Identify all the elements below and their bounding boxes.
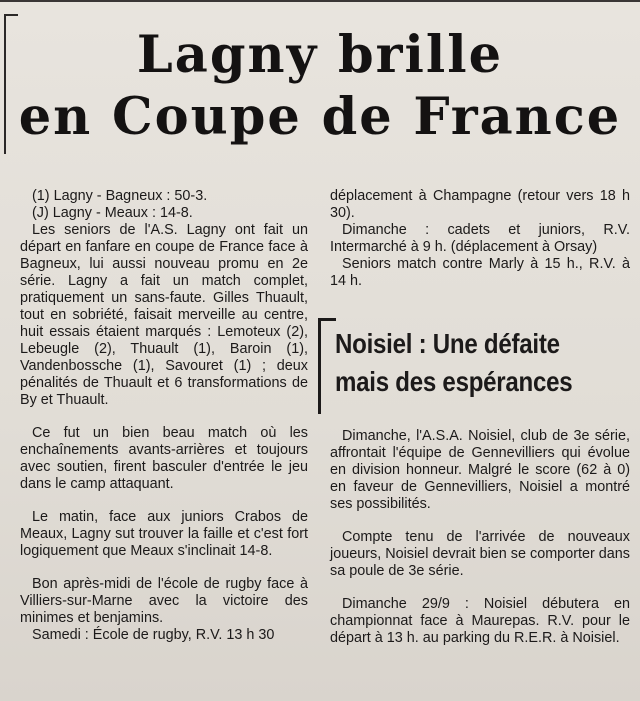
top-rule: [0, 0, 640, 2]
paragraph: Le matin, face aux juniors Crabos de Meaux, Lagny sut trouver la faille et c'est fort logiquement que Meaux s'inclinait 14-8.: [20, 509, 308, 559]
paragraph: Dimanche, l'A.S.A. Noisiel, club de 3e série, affrontait l'équipe de Gennevilliers qui évolue en division honneur. Malgré le score (62 à 0) en faveur de Gennevilliers, Noisiel a montré ses possibilités.: [330, 428, 630, 512]
paragraph: Dimanche : cadets et juniors, R.V. Intermarché à 9 h. (déplacement à Orsay): [330, 222, 630, 255]
noisiel-article: [330, 428, 630, 647]
frame-corner: [4, 14, 18, 16]
paragraph: Bon après-midi de l'école de rugby face à Villiers-sur-Marne avec la victoire des minimes et benjamins.: [20, 576, 308, 626]
paragraph: Samedi : École de rugby, R.V. 13 h 30: [32, 627, 275, 643]
box-rule: [318, 318, 336, 321]
result-line: (1) Lagny - Bagneux : 50-3.: [32, 188, 208, 204]
noisiel-headline-box: [318, 318, 638, 418]
paragraph: Ce fut un bien beau match où les enchaînements avants-arrières et toujours avec soutien, firent basculer d'entrée le jeu dans le camp attaquant.: [20, 425, 308, 492]
left-column: [20, 188, 308, 644]
headline-line-1: Lagny brille: [136, 25, 504, 85]
paragraph: déplacement à Champagne (retour vers 18 h 30).: [330, 188, 630, 221]
left-rule: [4, 14, 6, 154]
paragraph: Seniors match contre Marly à 15 h., R.V. à 14 h.: [330, 256, 630, 289]
subheadline-line-1: Noisiel : Une défaite: [335, 328, 560, 359]
subheadline-line-2: mais des espérances: [335, 366, 573, 397]
paragraph: Dimanche 29/9 : Noisiel débutera en championnat face à Maurepas. R.V. pour le départ à 13 h. au parking du R.E.R. à Noisiel.: [330, 596, 630, 646]
right-column-top: [330, 188, 630, 290]
box-rule: [318, 318, 321, 414]
paragraph: Compte tenu de l'arrivée de nouveaux joueurs, Noisiel devrait bien se comporter dans sa poule de 3e série.: [330, 529, 630, 579]
headline-line-2: en Coupe de France: [18, 87, 622, 147]
paragraph: Les seniors de l'A.S. Lagny ont fait un départ en fanfare en coupe de France face à Bagneux, lui aussi nouveau promu en 2e série. Lagny a fait un match complet, pratiquement un sans-faute. Gilles Thuault, tout en sobriété, faisait merveille au centre, huit essais étaient marqués : Lemoteux (2), Lebeugle (2), Thuault (1), Baroin (1), Vandenbossche (1), Savouret (1) ; deux pénalités de Thuault et 6 transformations de By et Thuault.: [20, 222, 308, 408]
result-line: (J) Lagny - Meaux : 14-8.: [32, 205, 193, 221]
